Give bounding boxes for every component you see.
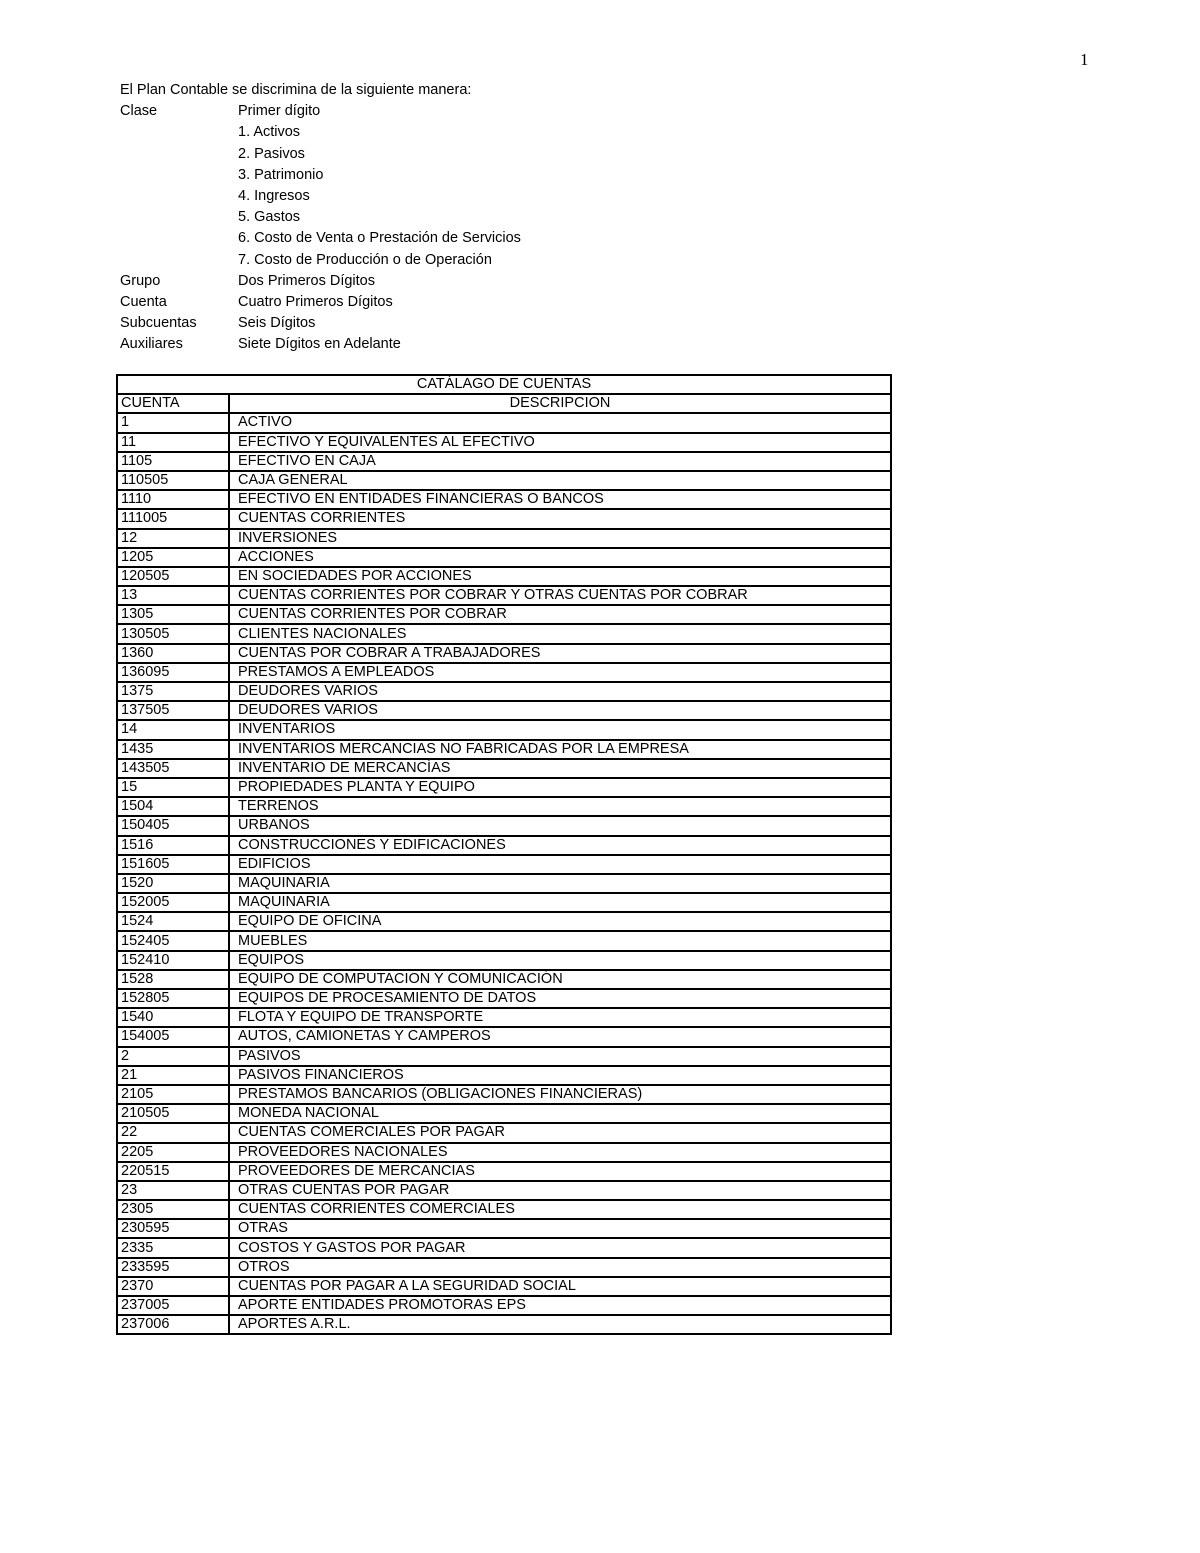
descripcion-cell: MONEDA NACIONAL [229,1104,891,1123]
intro-value: 1. Activos [238,124,301,141]
table-row [117,1315,891,1334]
intro-value: 3. Patrimonio [238,166,324,183]
cuenta-code-cell: 151605 [117,855,229,874]
intro-row [120,101,521,122]
descripcion-cell: PRESTAMOS BANCARIOS (OBLIGACIONES FINANCIERAS) [229,1085,891,1104]
cuenta-code-cell: 14 [117,720,229,739]
descripcion-cell: FLOTA Y EQUIPO DE TRANSPORTE [229,1008,891,1027]
table-row [117,1162,891,1181]
descripcion-cell: EFECTIVO Y EQUIVALENTES AL EFECTIVO [229,433,891,452]
cuenta-code-cell: 1 [117,413,229,432]
cuenta-code-cell: 130505 [117,624,229,643]
intro-row [120,122,521,143]
descripcion-cell: PROVEEDORES DE MERCANCIAS [229,1162,891,1181]
table-title-row [117,375,891,394]
descripcion-cell: MUEBLES [229,931,891,950]
intro-value: 7. Costo de Producción o de Operación [238,251,492,268]
intro-value: Dos Primeros Dígitos [238,272,375,289]
descripcion-cell: CUENTAS CORRIENTES POR COBRAR [229,605,891,624]
cuenta-code-cell: 2205 [117,1143,229,1162]
cuenta-code-cell: 220515 [117,1162,229,1181]
intro-value: 4. Ingresos [238,187,310,204]
table-row [117,874,891,893]
cuenta-code-cell: 11 [117,433,229,452]
intro-heading: El Plan Contable se discrimina de la siguiente manera: [120,82,472,98]
table-row [117,855,891,874]
descripcion-cell: CUENTAS CORRIENTES POR COBRAR Y OTRAS CUENTAS POR COBRAR [229,586,891,605]
cuenta-code-cell: 1520 [117,874,229,893]
descripcion-cell: CUENTAS POR COBRAR A TRABAJADORES [229,644,891,663]
intro-definition-list [120,101,521,355]
intro-term [120,186,238,207]
plan-contable-intro [120,80,521,355]
intro-term [120,228,238,249]
cuenta-code-cell: 230595 [117,1219,229,1238]
table-row [117,893,891,912]
cuenta-code-cell: 237005 [117,1296,229,1315]
table-title: CATÁLAGO DE CUENTAS [117,375,891,394]
table-row [117,682,891,701]
table-row [117,452,891,471]
cuenta-code-cell: 1435 [117,740,229,759]
cuenta-code-cell: 22 [117,1123,229,1142]
intro-value: Seis Dígitos [238,315,316,332]
cuenta-code-cell: 137505 [117,701,229,720]
cuenta-code-cell: 1360 [117,644,229,663]
table-row [117,740,891,759]
cuenta-code-cell: 120505 [117,567,229,586]
table-row [117,433,891,452]
table-row [117,1047,891,1066]
table-row [117,548,891,567]
cuenta-code-cell: 136095 [117,663,229,682]
descripcion-cell: EN SOCIEDADES POR ACCIONES [229,567,891,586]
intro-term: Grupo [120,272,161,289]
intro-value: 2. Pasivos [238,145,305,162]
descripcion-cell: EQUIPO DE COMPUTACION Y COMUNICACIÓN [229,970,891,989]
cuenta-code-cell: 1105 [117,452,229,471]
table-row [117,912,891,931]
table-row [117,663,891,682]
intro-row [120,144,521,165]
page-number: 1 [1080,50,1089,69]
descripcion-cell: COSTOS Y GASTOS POR PAGAR [229,1238,891,1257]
descripcion-cell: ACCIONES [229,548,891,567]
cuenta-code-cell: 2 [117,1047,229,1066]
descripcion-cell: PROVEEDORES NACIONALES [229,1143,891,1162]
descripcion-cell: CUENTAS COMERCIALES POR PAGAR [229,1123,891,1142]
table-row [117,413,891,432]
descripcion-cell: CUENTAS POR PAGAR A LA SEGURIDAD SOCIAL [229,1277,891,1296]
descripcion-cell: INVENTARIO DE MERCANCÍAS [229,759,891,778]
intro-row [120,313,521,334]
descripcion-cell: INVENTARIOS MERCANCIAS NO FABRICADAS POR LA EMPRESA [229,740,891,759]
cuenta-code-cell: 152410 [117,951,229,970]
cuenta-code-cell: 1205 [117,548,229,567]
table-header-row [117,394,891,413]
descripcion-cell: APORTE ENTIDADES PROMOTORAS EPS [229,1296,891,1315]
table-row [117,1008,891,1027]
cuenta-code-cell: 237006 [117,1315,229,1334]
cuenta-code-cell: 1375 [117,682,229,701]
table-row [117,931,891,950]
descripcion-cell: OTRAS [229,1219,891,1238]
table-row [117,701,891,720]
cuenta-code-cell: 110505 [117,471,229,490]
intro-term [120,144,238,165]
intro-term [120,165,238,186]
descripcion-cell: MAQUINARIA [229,874,891,893]
table-row [117,1296,891,1315]
descripcion-cell: PRESTAMOS A EMPLEADOS [229,663,891,682]
table-row [117,1027,891,1046]
descripcion-cell: INVERSIONES [229,529,891,548]
descripcion-cell: TERRENOS [229,797,891,816]
descripcion-cell: OTRAS CUENTAS POR PAGAR [229,1181,891,1200]
descripcion-cell: CLIENTES NACIONALES [229,624,891,643]
table-row [117,1066,891,1085]
column-header-descripcion: DESCRIPCION [229,394,891,413]
table-row [117,797,891,816]
intro-value: Siete Dígitos en Adelante [238,336,401,353]
table-row [117,989,891,1008]
intro-term: Auxiliares [120,336,183,353]
descripcion-cell: CAJA GENERAL [229,471,891,490]
cuenta-code-cell: 15 [117,778,229,797]
table-row [117,816,891,835]
cuenta-code-cell: 1110 [117,490,229,509]
descripcion-cell: AUTOS, CAMIONETAS Y CAMPEROS [229,1027,891,1046]
descripcion-cell: EFECTIVO EN CAJA [229,452,891,471]
column-header-cuenta: CUENTA [117,394,229,413]
descripcion-cell: ACTIVO [229,413,891,432]
cuenta-code-cell: 23 [117,1181,229,1200]
table-row [117,720,891,739]
descripcion-cell: CONSTRUCCIONES Y EDIFICACIONES [229,836,891,855]
descripcion-cell: OTROS [229,1258,891,1277]
descripcion-cell: DEUDORES VARIOS [229,682,891,701]
table-row [117,836,891,855]
cuenta-code-cell: 21 [117,1066,229,1085]
table-row [117,567,891,586]
table-row [117,970,891,989]
descripcion-cell: EDIFICIOS [229,855,891,874]
table-row [117,605,891,624]
intro-term [120,207,238,228]
cuenta-code-cell: 150405 [117,816,229,835]
intro-row [120,271,521,292]
table-row [117,624,891,643]
intro-row [120,292,521,313]
descripcion-cell: EQUIPOS [229,951,891,970]
cuenta-code-cell: 152805 [117,989,229,1008]
descripcion-cell: APORTES A.R.L. [229,1315,891,1334]
intro-row [120,165,521,186]
intro-term: Cuenta [120,293,167,310]
table-row [117,1200,891,1219]
intro-value: 6. Costo de Venta o Prestación de Servicios [238,230,521,247]
table-row [117,1085,891,1104]
cuenta-code-cell: 2105 [117,1085,229,1104]
descripcion-cell: EQUIPOS DE PROCESAMIENTO DE DATOS [229,989,891,1008]
cuenta-code-cell: 12 [117,529,229,548]
table-row [117,644,891,663]
cuenta-code-cell: 2335 [117,1238,229,1257]
cuenta-code-cell: 210505 [117,1104,229,1123]
table-row [117,759,891,778]
descripcion-cell: MAQUINARIA [229,893,891,912]
cuenta-code-cell: 111005 [117,509,229,528]
cuenta-code-cell: 154005 [117,1027,229,1046]
intro-row [120,334,521,355]
intro-row [120,207,521,228]
table-row [117,1143,891,1162]
descripcion-cell: PASIVOS [229,1047,891,1066]
table-row [117,951,891,970]
descripcion-cell: PROPIEDADES PLANTA Y EQUIPO [229,778,891,797]
intro-value: 5. Gastos [238,209,301,226]
cuenta-code-cell: 233595 [117,1258,229,1277]
table-row [117,1238,891,1257]
intro-row [120,228,521,249]
descripcion-cell: DEUDORES VARIOS [229,701,891,720]
cuenta-code-cell: 152405 [117,931,229,950]
descripcion-cell: EQUIPO DE OFICINA [229,912,891,931]
table-row [117,1181,891,1200]
cuenta-code-cell: 1504 [117,797,229,816]
table-row [117,1104,891,1123]
cuenta-code-cell: 143505 [117,759,229,778]
descripcion-cell: EFECTIVO EN ENTIDADES FINANCIERAS O BANCOS [229,490,891,509]
descripcion-cell: INVENTARIOS [229,720,891,739]
cuenta-code-cell: 152005 [117,893,229,912]
intro-row [120,250,521,271]
intro-value: Primer dígito [238,103,321,120]
cuenta-code-cell: 13 [117,586,229,605]
table-row [117,1123,891,1142]
table-row [117,778,891,797]
catalogo-de-cuentas-table [116,374,892,1335]
descripcion-cell: CUENTAS CORRIENTES COMERCIALES [229,1200,891,1219]
table-row [117,586,891,605]
cuenta-code-cell: 1524 [117,912,229,931]
descripcion-cell: URBANOS [229,816,891,835]
cuenta-code-cell: 2305 [117,1200,229,1219]
cuenta-code-cell: 1528 [117,970,229,989]
cuenta-code-cell: 1516 [117,836,229,855]
table-row [117,1277,891,1296]
intro-term [120,122,238,143]
intro-term: Subcuentas [120,315,197,332]
cuenta-code-cell: 1305 [117,605,229,624]
intro-term [120,250,238,271]
table-row [117,1219,891,1238]
table-row [117,490,891,509]
table-body [117,413,891,1334]
cuenta-code-cell: 2370 [117,1277,229,1296]
table-row [117,509,891,528]
intro-value: Cuatro Primeros Dígitos [238,293,393,310]
descripcion-cell: PASIVOS FINANCIEROS [229,1066,891,1085]
intro-row [120,186,521,207]
table-row [117,529,891,548]
table-row [117,471,891,490]
descripcion-cell: CUENTAS CORRIENTES [229,509,891,528]
cuenta-code-cell: 1540 [117,1008,229,1027]
intro-term: Clase [120,103,158,120]
table-row [117,1258,891,1277]
